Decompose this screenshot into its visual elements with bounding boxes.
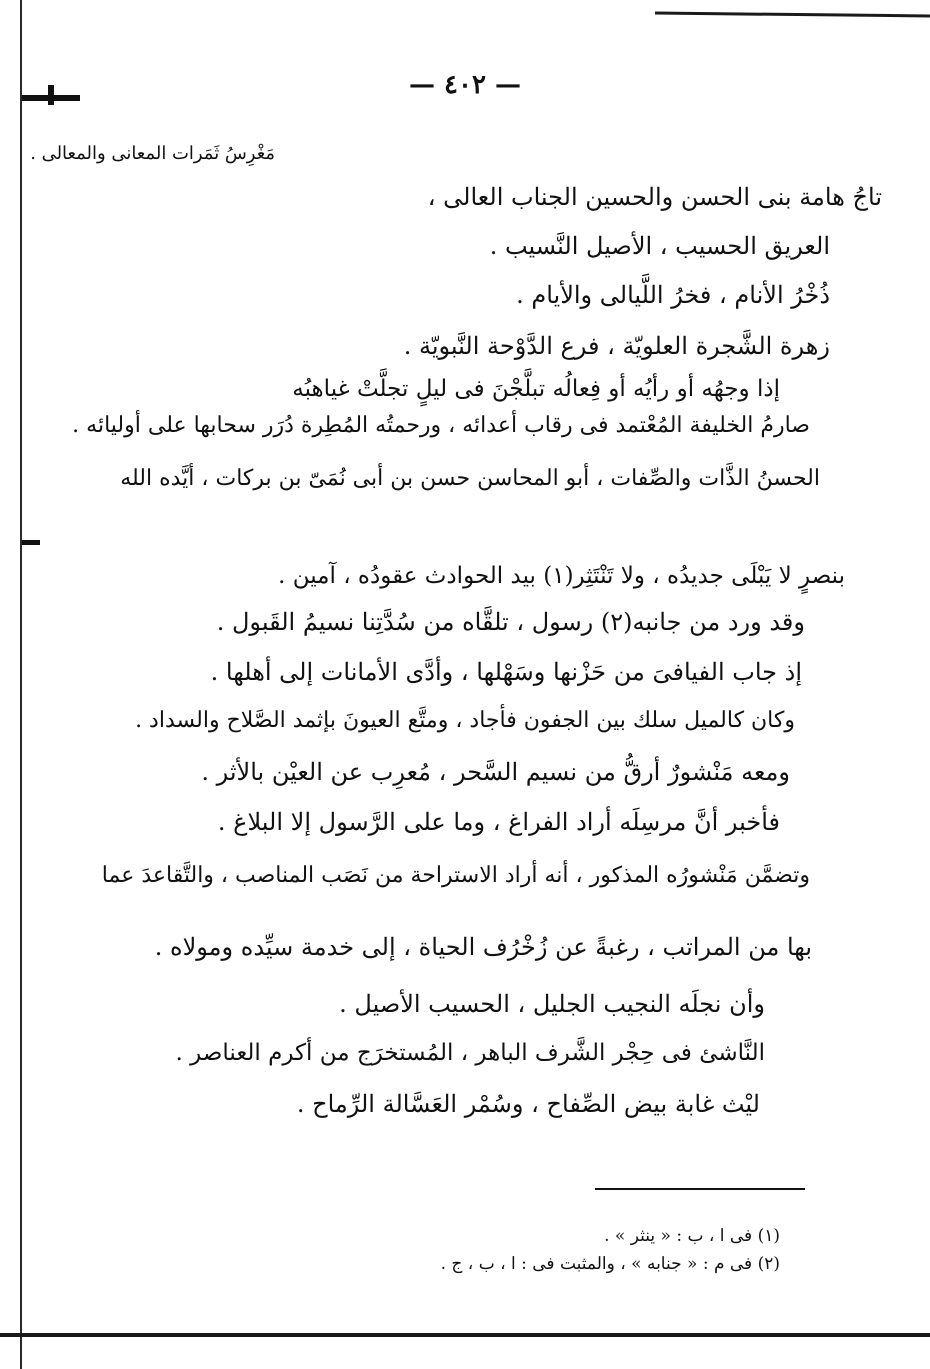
text-line-18: النَّاشئ فى حِجْر الشَّرف الباهر ، المُستخرَج من أكرم العناصر .: [175, 1040, 765, 1066]
text-line-17: وأن نجلَه النجيب الجليل ، الحسيب الأصيل .: [339, 990, 765, 1018]
text-line-7: صارمُ الخليفة المُعْتمد فى رقاب أعدائه ، ورحمتُه المُطِرة دُرَر سحابها على أوليائه .: [72, 413, 810, 438]
text-line-19: ليْث غابة بيض الصِّفاح ، وسُمْر العَسَّالة الرِّماح .: [296, 1090, 760, 1118]
text-line-2: تاجُ هامة بنى الحسن والحسين الجناب العالى ،: [427, 183, 882, 211]
text-line-10: وقد ورد من جانبه(٢) رسول ، تلقَّاه من سُدَّتِنا نسيمُ القَبول .: [216, 608, 805, 636]
text-line-11: إذ جاب الفيافىَ من حَزْنها وسَهْلها ، وأدَّى الأمانات إلى أهلها .: [210, 658, 802, 686]
poem-verse: إذا وجهُه أو رأيُه أو فِعالُه تبلَّجْنَ فى ليلٍ تجلَّتْ غياهبُه: [292, 376, 780, 402]
page-number: — ٤٠٢ —: [408, 70, 522, 100]
page-edge-left: [20, 0, 22, 1369]
page-edge-top: [655, 12, 930, 18]
text-line-15: وتضمَّن مَنْشورُه المذكور ، أنه أراد الاستراحة من نَصَب المناصب ، والتَّقاعدَ عما: [101, 863, 810, 888]
footnote-2: (٢) فى م : « جنابه » ، والمثبت فى : ا ، ب ، ج .: [440, 1254, 780, 1274]
text-line-12: وكان كالميل سلك بين الجفون فأجاد ، ومتَّع العيونَ بإثمد الصَّلاح والسداد .: [135, 708, 795, 733]
text-line-8: الحسنُ الذَّات والصِّفات ، أبو المحاسن حسن بن أبى نُمَىّ بن بركات ، أيَّده الله: [120, 466, 820, 491]
text-line-14: فأخبر أنَّ مرسِلَه أراد الفراغ ، وما على الرَّسول إلا البلاغ .: [217, 808, 780, 836]
text-line-1: مَغْرِسُ ثَمَرات المعانى والمعالى .: [30, 143, 275, 164]
footnote-separator: [595, 1188, 805, 1190]
text-line-5: زهرة الشَّجرة العلويّة ، فرع الدَّوْحة النَّبويّة .: [403, 332, 830, 360]
footnote-1: (١) فى ا ، ب : « ينثر » .: [604, 1226, 780, 1246]
margin-mark-middle: [22, 540, 40, 545]
text-line-13: ومعه مَنْشورٌ أرقُّ من نسيم السَّحر ، مُعرِب عن العيْن بالأثر .: [201, 758, 790, 786]
page-edge-bottom: [0, 1333, 930, 1337]
text-line-9: بنصرٍ لا يَبْلَى جديدُه ، ولا تَنْتَثِر(١) بيد الحوادث عقودُه ، آمين .: [278, 563, 845, 589]
text-line-16: بها من المراتب ، رغبةً عن زُخْرُف الحياة ، إلى خدمة سيِّده ومولاه .: [154, 933, 812, 961]
text-line-4: ذُخْرُ الأنام ، فخرُ اللَّيالى والأيام .: [516, 281, 830, 309]
text-line-3: العريق الحسيب ، الأصيل النَّسيب .: [489, 232, 830, 260]
